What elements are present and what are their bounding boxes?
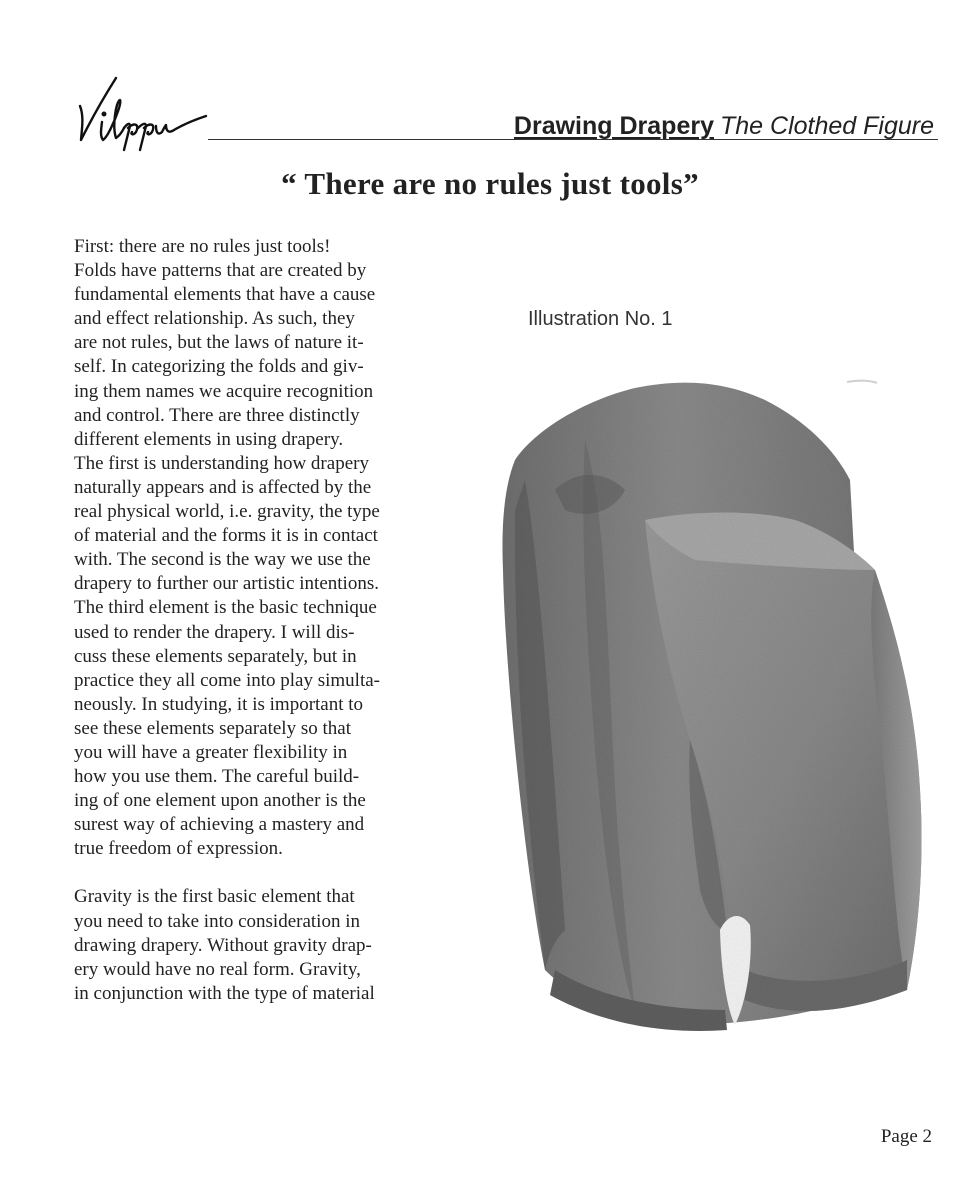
page-title: “ There are no rules just tools”	[281, 166, 699, 201]
header-title-sub: The Clothed Figure	[719, 112, 934, 140]
header-title-main: Drawing Drapery	[513, 112, 714, 140]
paragraph: Gravity is the first basic element that you need to take into consideration in drawing drapery. Without gravity drap- ery would have no real form. Gravity, in conjunction with the type of material	[74, 886, 375, 1004]
signature-vilppu	[72, 70, 222, 152]
header-title	[514, 112, 934, 141]
body-text-column	[74, 235, 454, 1006]
illustration-caption: Illustration No. 1	[528, 308, 673, 330]
paragraph: First: there are no rules just tools! Folds have patterns that are created by fundamental elements that have a cause and effect relationship. As such, they are not rules, but the laws of nature it- self. In categorizing the folds and giv- ing them names we acquire recognition and control. There are three distinctly different elements in using drapery. The first is understanding how drapery naturally appears and is affected by the real physical world, i.e. gravity, the type of material and the forms it is in contact with. The second is the way we use the drapery to further our artistic intentions. The third element is the basic technique used to render the drapery. I will dis- cuss these elements separately, but in practice they all come into play simulta- neously. In studying, it is important to see these elements separately so that you will have a greater flexibility in how you use them. The careful build- ing of one element upon another is the surest way of achieving a mastery and true freedom of expression.	[74, 236, 381, 860]
page-number: Page 2	[880, 1126, 932, 1147]
draped-cloth-photo	[495, 370, 935, 1060]
